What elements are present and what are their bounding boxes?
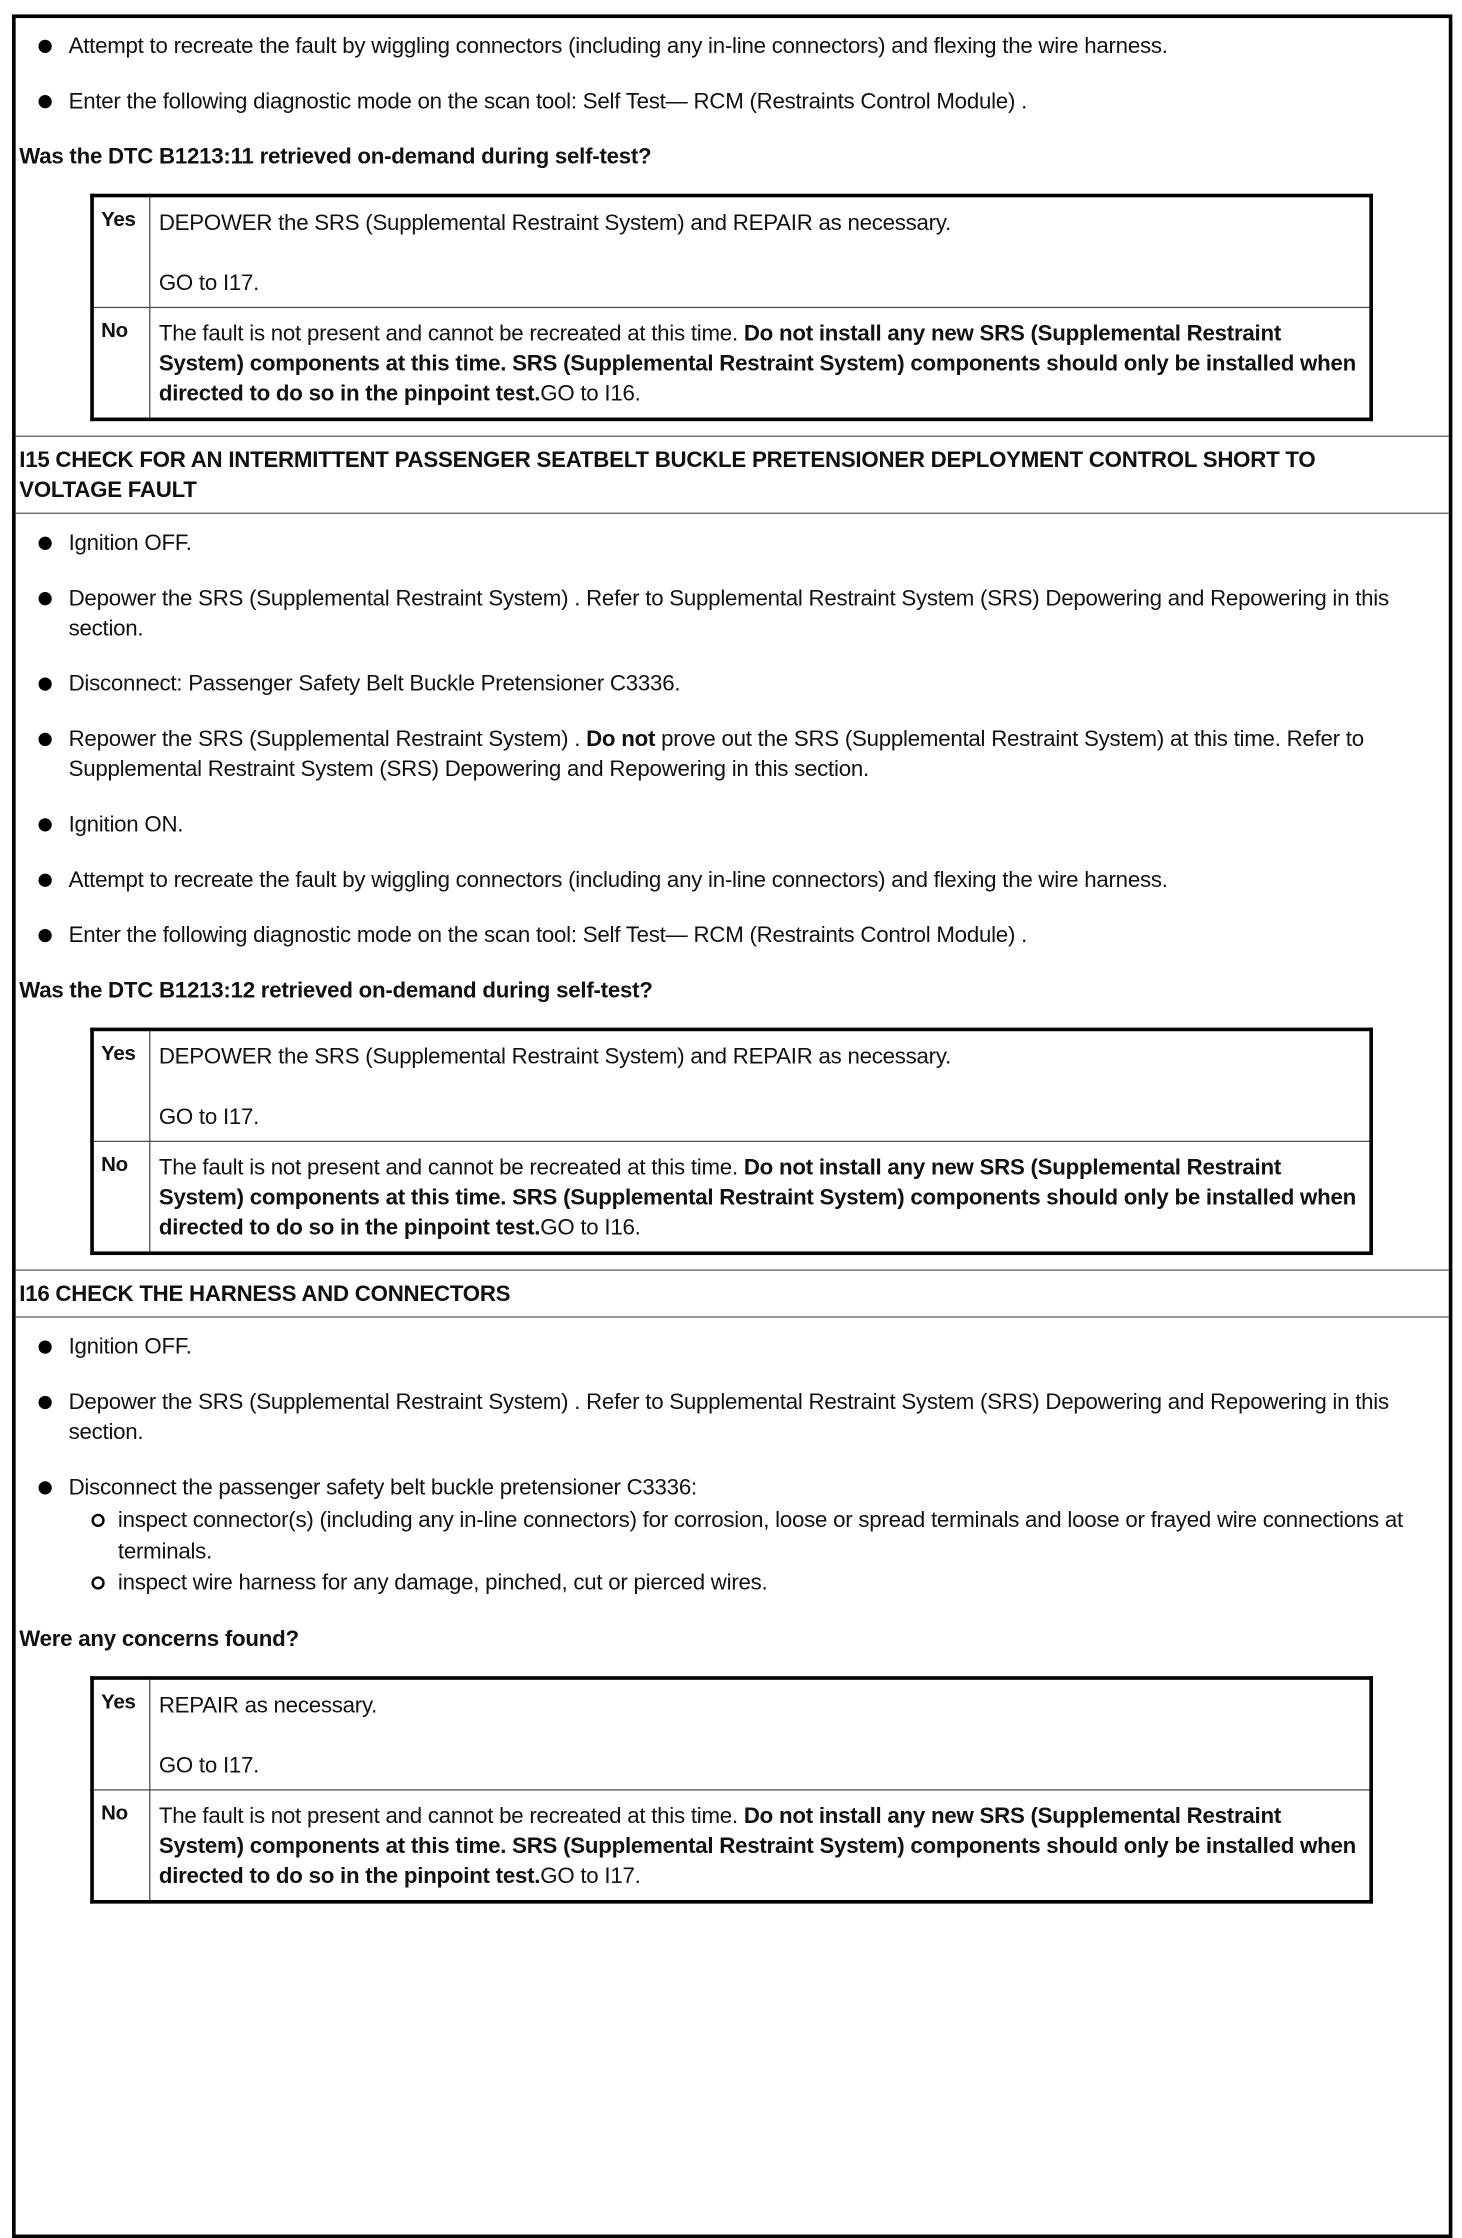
no-row [92, 307, 1371, 419]
sub-bullet-text: inspect connector(s) (including any in-line connectors) for corrosion, loose or spread terminals and loose or frayed wire connections at terminals. [117, 1506, 1403, 1564]
list-item [16, 582, 1449, 642]
no-warning: Do not install any new SRS (Supplemental Restraint System) components at this time. SRS (Supplemental Restraint System) components should only be installed when directed to do so in the pinpoint test. [158, 1153, 1356, 1240]
question: Was the DTC B1213:12 retrieved on-demand during self-test? [19, 977, 653, 1003]
yes-goto: GO to I17. [158, 1103, 260, 1129]
bullet-icon [39, 818, 52, 831]
yes-action: REPAIR as necessary. [158, 1691, 378, 1718]
yes-goto: GO to I17. [158, 269, 260, 295]
yes-no-table [90, 194, 1373, 421]
no-goto: GO to I17. [540, 1862, 641, 1888]
yes-action: DEPOWER the SRS (Supplemental Restraint System) and REPAIR as necessary. [158, 1043, 952, 1069]
section-i15 [16, 437, 1449, 1255]
bullet-text: Depower the SRS (Supplemental Restraint System) . Refer to Supplemental Restraint System (SRS) Depowering and Repowering in this section. [68, 584, 1389, 641]
yes-label: Yes [92, 196, 150, 308]
yes-row [92, 196, 1371, 308]
yes-action: DEPOWER the SRS (Supplemental Restraint System) and REPAIR as necessary. [158, 209, 952, 235]
no-label: No [92, 307, 150, 419]
bullet-text: Disconnect: Passenger Safety Belt Buckle Pretensioner C3336. [68, 670, 681, 696]
yes-no-table [90, 1676, 1373, 1903]
bullet-text: Enter the following diagnostic mode on the scan tool: Self Test— RCM (Restraints Control Module) . [68, 87, 1028, 114]
bullet-text: prove out the SRS (Supplemental Restraint System) at this time. Refer to Supplemental Restraint System (SRS) Depowering and Repowering in this section. [68, 725, 1364, 781]
bullet-text: Enter the following diagnostic mode on the scan tool: Self Test— RCM (Restraints Control Module) . [68, 921, 1028, 947]
bullet-icon [39, 1396, 52, 1409]
no-goto: GO to I16. [540, 380, 641, 406]
sub-list-item [69, 1567, 1437, 1598]
bullet-text: Ignition OFF. [68, 529, 192, 555]
list-item [16, 723, 1449, 783]
no-text: The fault is not present and cannot be recreated at this time. [158, 1802, 744, 1828]
section-heading: I15 CHECK FOR AN INTERMITTENT PASSENGER SEATBELT BUCKLE PRETENSIONER DEPLOYMENT CONTROL SHORT TO VOLTAGE FAULT [16, 437, 1449, 514]
list-item [16, 919, 1449, 949]
bullet-icon [39, 40, 52, 53]
bullet-emphasis: Do not [586, 725, 656, 751]
list-item [16, 1386, 1449, 1446]
bullet-text: Ignition OFF. [68, 1333, 192, 1359]
list-item [16, 1472, 1449, 1598]
list-item [16, 527, 1449, 557]
bullet-icon [39, 733, 52, 746]
section-i16 [16, 1271, 1449, 1904]
list-item [16, 668, 1449, 698]
bullet-icon [39, 929, 52, 942]
bullet-icon [39, 1481, 52, 1494]
document-page [12, 14, 1452, 2238]
no-label: No [92, 1141, 150, 1253]
list-item [16, 809, 1449, 839]
bullet-icon [39, 677, 52, 690]
list-item [16, 85, 1449, 115]
no-row [92, 1141, 1371, 1253]
sub-list-item [69, 1504, 1437, 1567]
question: Was the DTC B1213:11 retrieved on-demand during self-test? [19, 143, 652, 169]
list-item [16, 1331, 1449, 1361]
question: Were any concerns found? [19, 1625, 299, 1651]
no-text: The fault is not present and cannot be recreated at this time. [158, 320, 744, 346]
bullet-icon [39, 592, 52, 605]
yes-label: Yes [92, 1678, 150, 1790]
sub-bullet-text: inspect wire harness for any damage, pinched, cut or pierced wires. [117, 1569, 768, 1595]
circle-bullet-icon [91, 1576, 104, 1589]
no-warning: Do not install any new SRS (Supplemental Restraint System) components at this time. SRS (Supplemental Restraint System) components should only be installed when directed to do so in the pinpoint test. [158, 1802, 1356, 1888]
list-item [16, 30, 1449, 60]
bullet-icon [39, 874, 52, 887]
no-label: No [92, 1790, 150, 1902]
no-warning: Do not install any new SRS (Supplemental Restraint System) components at this time. SRS (Supplemental Restraint System) components should only be installed when directed to do so in the pinpoint test. [158, 320, 1356, 406]
bullet-text: Attempt to recreate the fault by wiggling connectors (including any in-line connectors) and flexing the wire harness. [68, 866, 1168, 892]
intro-block [16, 18, 1449, 421]
section-heading: I16 CHECK THE HARNESS AND CONNECTORS [16, 1271, 1449, 1318]
yes-row [92, 1678, 1371, 1790]
bullet-text: Ignition ON. [68, 811, 184, 837]
yes-goto: GO to I17. [158, 1752, 260, 1778]
bullet-icon [39, 95, 52, 108]
no-text: The fault is not present and cannot be recreated at this time. [158, 1153, 744, 1180]
yes-row [92, 1029, 1371, 1141]
no-row [92, 1790, 1371, 1902]
bullet-text: Disconnect the passenger safety belt buckle pretensioner C3336: [68, 1474, 697, 1500]
bullet-text: Attempt to recreate the fault by wiggling connectors (including any in-line connectors) and flexing the wire harness. [68, 32, 1168, 58]
bullet-icon [39, 537, 52, 550]
no-goto: GO to I16. [540, 1214, 641, 1240]
circle-bullet-icon [91, 1514, 104, 1527]
bullet-text: Depower the SRS (Supplemental Restraint System) . Refer to Supplemental Restraint System (SRS) Depowering and Repowering in this section. [68, 1388, 1389, 1444]
yes-no-table [90, 1028, 1373, 1255]
bullet-text: Repower the SRS (Supplemental Restraint System) . [68, 725, 587, 751]
list-item [16, 864, 1449, 894]
bullet-icon [39, 1340, 52, 1353]
yes-label: Yes [92, 1029, 150, 1141]
